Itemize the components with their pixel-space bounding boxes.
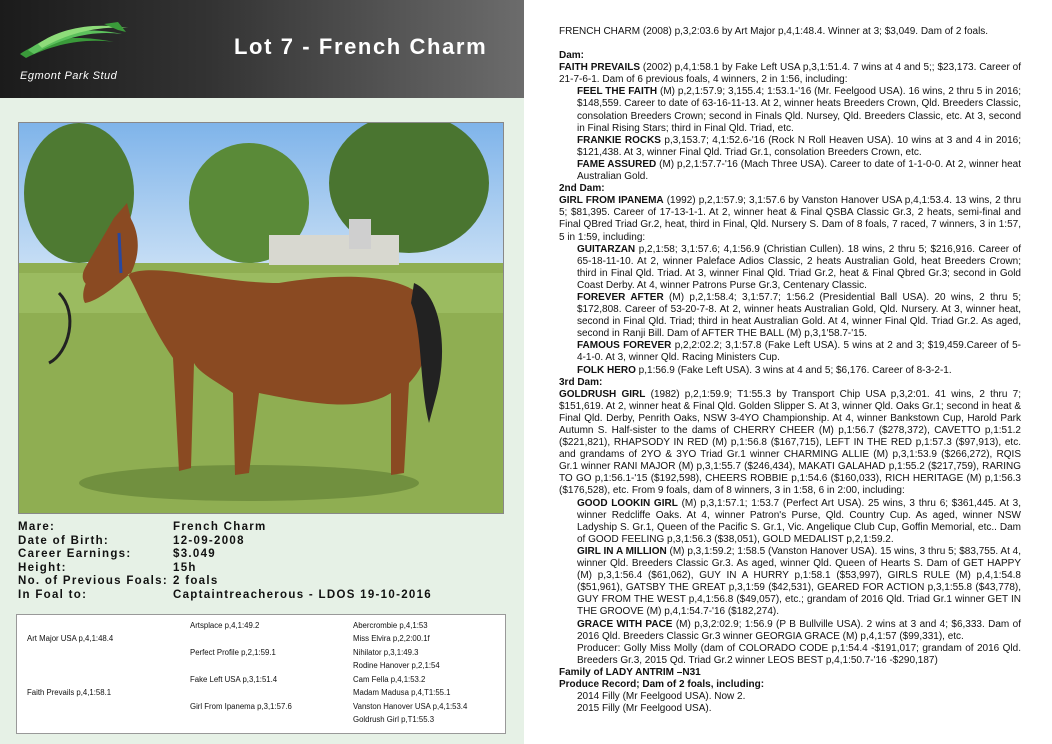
fact-height: Height: 15h xyxy=(18,561,197,574)
dam2-horse-name: GUITARZAN xyxy=(577,243,636,255)
pedigree-gen3: Abercrombie p,4,1:53 xyxy=(353,621,428,630)
dam-entry xyxy=(559,62,1021,86)
dam2-entry xyxy=(559,340,1021,364)
produce-heading: Produce Record; Dam of 2 foals, including: xyxy=(559,678,765,690)
pedigree-gen2: Artsplace p,4,1:49.2 xyxy=(190,621,260,630)
fact-in-foal: In Foal to: Captaintreacherous - LDOS 19-10-2016 xyxy=(18,588,432,601)
intro-text: FRENCH CHARM (2008) p,3,2:03.6 by Art Major p,4,1:48.4. Winner at 3; $3,049. Dam of 2 foals. xyxy=(559,26,989,37)
dam-entry xyxy=(559,86,1021,134)
pedigree-gen2: Perfect Profile p,2,1:59.1 xyxy=(190,648,276,657)
produce-item: 2014 Filly (Mr Feelgood USA). Now 2. xyxy=(577,691,746,703)
produce-item: 2015 Filly (Mr Feelgood USA). xyxy=(577,703,712,715)
dam-entry-text: (M) p,2,1:57.7-'16 (Mach Three USA). Career to date of 1-1-0-0. At 2, winner heat Australian Gold. xyxy=(577,158,1021,183)
dam-section xyxy=(559,62,1021,183)
dam-entry-text: p,3,153.7; 4,1:52.6-'16 (Rock N Roll Heaven USA). 10 wins at 3 and 4 in 2016; $121,438. At 3, winner Final Qld. Triad Gr.1, consolation Breeders Crown, etc. xyxy=(577,134,1021,158)
dam3-section xyxy=(559,389,1021,667)
dam-horse-name: FRANKIE ROCKS xyxy=(577,134,661,146)
dam2-entry-text: p,1:56.9 (Fake Left USA). 3 wins at 4 and 5; $6,176. Career of 8-3-2-1. xyxy=(635,364,952,376)
dam3-entry-text: Producer: Golly Miss Molly (dam of COLORADO CODE p,1:54.4 -$191,017; grandam of 2016 Qld. Breeders Gr.3, 2015 Qd. Triad Gr.2 winner LEOS BEST p,4,1:50.7-'16 -$290,187) xyxy=(577,642,1021,666)
dam3-entry-text: (M) p,3,1:59.2; 1:58.5 (Vanston Hanover USA). 15 wins, 3 thru 5; $83,755. At 4, winner Qld. Breeders Classic Gr.3. As aged, winner Qld. Queen of Hearts S. Dam of GET HAPPY (M) p,3,1:56.4 ($61,062), GUY IN A HURRY p,1:58.1 ($53,997), GIRLS RULE (M) p,4,1:54.8 ($51,961), GATSBY THE GREAT p,3,1:59 ($42,531), GEARED FOR ACTION p,3,1:55.8 ($43,778), GUY FROM THE WEST p,4,1:56.8 ($49,057), etc.; grandam of 2016 Qld. Triad Gr.1 winner GET IN THE GROOVE (M) p,4,1:54.7-'16 ($182,274). xyxy=(577,545,1022,618)
logo-text: Egmont Park Stud xyxy=(20,70,118,82)
dam3-heading: 3rd Dam: xyxy=(559,376,603,388)
fact-earnings: Career Earnings: $3.049 xyxy=(18,548,216,561)
dam3-entry xyxy=(559,498,1021,546)
fact-foals: No. of Previous Foals: 2 foals xyxy=(18,575,219,588)
facts-list xyxy=(18,521,502,603)
dam3-entry xyxy=(559,546,1021,619)
left-panel xyxy=(0,0,524,744)
dam2-entry xyxy=(559,244,1021,292)
dam2-horse-name: FOREVER AFTER xyxy=(577,291,664,303)
lot-title: Lot 7 - French Charm xyxy=(234,34,488,59)
horse-photo xyxy=(18,122,504,514)
dam3-entry xyxy=(559,389,1021,498)
dam-entry-text: (2002) p,4,1:58.1 by Fake Left USA p,3,1:51.4. 7 wins at 4 and 5;; $23,173. Career of 21-7-6-1. Dam of 6 previous foals, 4 winners, 2 in 1:56, including: xyxy=(559,62,1021,86)
fact-mare: Mare: French Charm xyxy=(18,521,267,533)
pedigree-gen3: Nihilator p,3,1:49.3 xyxy=(353,648,419,657)
dam3-entry-text: (1982) p,2,1:59.9; T1:55.3 by Transport Chip USA p,3,2:01. 41 wins, 2 thru 7; $151,619. At 2, winner heat & Final Qld. Golden Slipper S. At 3, winner Qld. Oaks Gr.1; second in heat & Final Qld. Derby, Penrith Oaks, NSW 3-4YO Championship. At 4, winner Bankstown Cup, Harold Park Autumn S. Half-sister to the dams of CHERRY CHEER (M) p,1:56.7 ($278,372), CAVETTO p,1:51.2 ($221,821), RHAPSODY IN RED (M) p,1:56.8 ($167,715), LEFT IN THE RED p,1:57.3 ($97,913), etc. and grandams of 2YO & 3YO Triad Gr.1 winner CHARMING ALLIE (M) p,3,1:53.9 ($266,272), RQIS Gr.1 winner RANI MAJOR (M) p,3,1:55.7 ($246,434), MAKATI GALAHAD p,1:55.2 ($217,759), RARING TO GO p,1:56.1-'15 ($192,598), CHEERS ROBBIE p,1:54.6 ($160,033), RICH HERITAGE (M) p,1:56.3 ($176,528), etc. From 9 foals, dam of 8 winners, 3 in 1:58, 6 in 2:00, including: xyxy=(559,388,1021,497)
dam2-horse-name: FOLK HERO xyxy=(577,364,636,376)
pedigree-dam: Faith Prevails p,4,1:58.1 xyxy=(27,688,112,697)
pedigree-table xyxy=(16,614,506,734)
dam-entry xyxy=(559,159,1021,183)
dam2-entry-text: (M) p,2,1:58.4; 3,1:57.7; 1:56.2 (Presidential Ball USA). 20 wins, 2 thru 5; $172,808. Career of 53-20-7-8. At 2, winner heats Australian Gold, Qld. Nursery. At 3, winner heat, second in Final Qld. Triad; third in heat Australian Gold. At 4, winner Final Qld. Triad Gr.2. As aged, second in Ranji Bill. Dam of AFTER THE BALL (M) p,3,1'58.7-'15. xyxy=(577,291,1022,340)
dam-horse-name: FAITH PREVAILS xyxy=(559,62,641,74)
dam3-horse-name: GIRL IN A MILLION xyxy=(577,545,667,557)
pedigree-gen3: Madam Madusa p,4,T1:55.1 xyxy=(353,688,451,697)
dam2-entry xyxy=(559,195,1021,243)
dam2-entry-text: (1992) p,2,1:57.9; 3,1:57.6 by Vanston Hanover USA p,4,1:53.4. 13 wins, 2 thru 5; $81,395. Career of 17-13-1-1. At 2, winner heat & Final QSBA Classic Gr.3, 2 heats, semi-final and Final QBred Triad Gr.2, heat, third in Final, Qld. Nursery S. Dam of 8 foals, 7 raced, 7 winners, 3 in 1:57, 5 in 1:59, including: xyxy=(559,195,1022,243)
dam2-horse-name: FAMOUS FOREVER xyxy=(577,340,672,352)
egmont-park-stud-logo xyxy=(14,20,134,64)
dam2-entry-text: p,2,2:02.2; 3,1:57.8 (Fake Left USA). 5 wins at 2 and 3; $19,459.Career of 5-4-1-0. At 3, winner Qld. Racing Ministers Cup. xyxy=(577,340,1021,364)
dam-heading: Dam: xyxy=(559,50,585,62)
dam2-entry xyxy=(559,292,1021,340)
fact-dob: Date of Birth: 12-09-2008 xyxy=(18,534,245,547)
dam-entry-text: (M) p,2,1:57.9; 3,155.4; 1:53.1-'16 (Mr. Feelgood USA). 16 wins, 2 thru 5 in 2016; $148,559. Career to date of 63-16-11-13. At 2, winner heats Breeders Crown, Qld. Breeders Classic, consolation Breeders Crown; second in Finals Qld. Nursey, Qld. Breeders Classic, etc. At 3, second in Final Rising Stars; third in Final Qld. Triad, etc. xyxy=(577,86,1021,134)
dam2-entry-text: p,2,1:58; 3,1:57.6; 4,1:56.9 (Christian Cullen). 18 wins, 2 thru 5; $216,916. Career of 65-18-11-10. At 2, winner Paleface Adios Classic, 2 heats Australian Gold, heat Breeders Crown; third in Final Qld. Triad. At 3, winner Final Qld. Triad Gr.2, heat & Final Qbred Gr.3; second in Gold Coast Derby. At 4, winner Patrons Purse Gr.3, Centenary Classic. xyxy=(577,243,1021,291)
pedigree-gen3: Rodine Hanover p,2,1:54 xyxy=(353,661,440,670)
dam-horse-name: FAME ASSURED xyxy=(577,158,657,170)
dam3-horse-name: GOOD LOOKIN GIRL xyxy=(577,497,678,509)
family-line: Family of LADY ANTRIM –N31 xyxy=(559,666,701,678)
pedigree-gen3: Miss Elvira p,2,2:00.1f xyxy=(353,634,430,643)
pedigree-gen3: Goldrush Girl p,T1:55.3 xyxy=(353,715,435,724)
header-bar xyxy=(0,0,524,98)
pedigree-sire: Art Major USA p,4,1:48.4 xyxy=(27,634,114,643)
dam2-entry xyxy=(559,365,1021,377)
dam-horse-name: FEEL THE FAITH xyxy=(577,86,658,98)
dam3-entry xyxy=(559,619,1021,643)
dam3-entry xyxy=(559,643,1021,667)
dam2-horse-name: GIRL FROM IPANEMA xyxy=(559,195,664,207)
dam-entry xyxy=(559,135,1021,159)
dam3-entry-text: (M) p,3,1:57.1; 1:53.7 (Perfect Art USA). 25 wins, 3 thru 6; $361,445. At 3, winner Redcliffe Oaks. At 4, winner Patron's Purse, Qld. Country Cup. As aged, winner NSW Ladyship S. Gr.1, Queen of the Pacific S. Gr.1, Vic. Angelique Club Cup, Goffin Memorial, etc.. Dam of GOOD FEELING p,3,1:56.3 ($38,051), GOLD MEDALIST p,2,1:59.2. xyxy=(577,497,1021,545)
pedigree-gen3: Cam Fella p,4,1:53.2 xyxy=(353,675,426,684)
pedigree-gen2: Fake Left USA p,3,1:51.4 xyxy=(190,675,278,684)
dam3-horse-name: GRACE WITH PACE xyxy=(577,618,673,630)
dam2-heading: 2nd Dam: xyxy=(559,183,605,195)
pedigree-gen3: Vanston Hanover USA p,4,1:53.4 xyxy=(353,702,468,711)
pedigree-gen2: Girl From Ipanema p,3,1:57.6 xyxy=(190,702,292,711)
dam3-entry-text: (M) p,3,2:02.9; 1:56.9 (P B Bullville USA). 2 wins at 3 and 4; $6,333. Dam of 2016 Qld. Breeders Classic Gr.3 winner GEORGIA GRACE (M) p,4,1:57 ($99,331), etc. xyxy=(577,618,1021,642)
dam3-horse-name: GOLDRUSH GIRL xyxy=(559,388,646,400)
dam2-section xyxy=(559,195,1021,376)
catalogue-text xyxy=(559,26,1021,715)
